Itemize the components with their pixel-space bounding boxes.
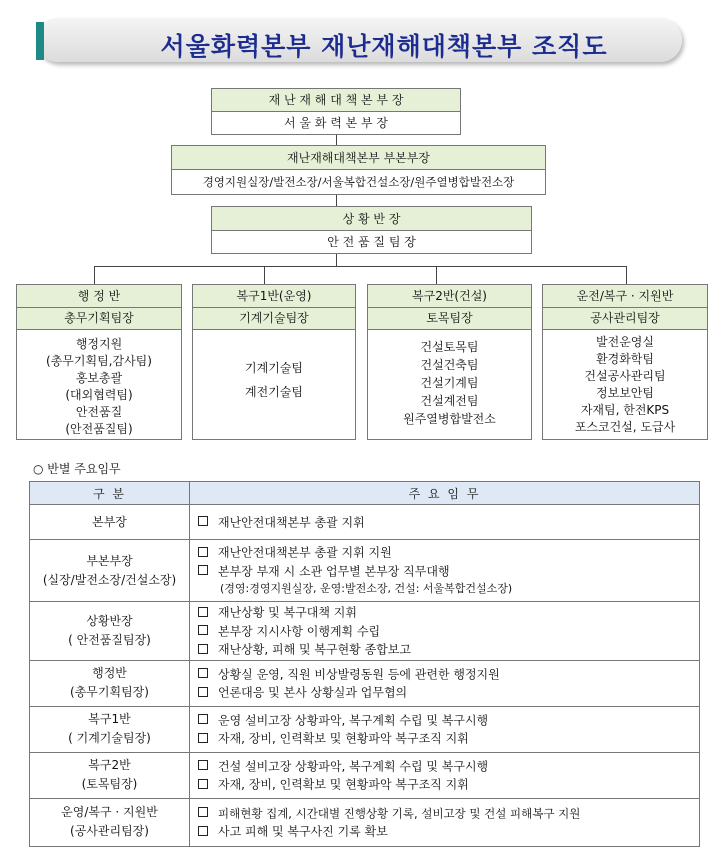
duties-table bbox=[29, 481, 700, 847]
org-situation-name: 안 전 품 질 팀 장 bbox=[327, 235, 416, 249]
checkbox-icon bbox=[198, 547, 208, 557]
task-item: 언론대응 및 본사 상황실과 업무협의 bbox=[198, 683, 698, 702]
team-member: 포스코건설, 도급사 bbox=[574, 420, 676, 434]
checkbox-icon bbox=[198, 516, 208, 526]
team-member: 건설건축팀 bbox=[420, 358, 479, 372]
connector-line bbox=[264, 266, 265, 284]
task-item: 재난상황 및 복구대책 지휘 bbox=[198, 603, 698, 622]
row-category-sub: (총무기획팀장) bbox=[70, 685, 149, 699]
checkbox-icon bbox=[198, 733, 208, 743]
team-member: (안전품질팀) bbox=[65, 422, 133, 436]
row-category: 상황반장 bbox=[86, 613, 133, 628]
checkbox-icon bbox=[198, 826, 208, 836]
team-recovery-2 bbox=[367, 284, 532, 440]
team-leader: 공사관리팀장 bbox=[543, 308, 707, 330]
org-head-title: 재 난 재 해 대 책 본 부 장 bbox=[212, 89, 460, 112]
org-situation-box bbox=[211, 206, 532, 254]
row-category: 부본부장 bbox=[86, 553, 133, 568]
table-row bbox=[30, 505, 700, 540]
connector-line bbox=[626, 266, 627, 284]
org-deputy-title: 재난재해대책본부 부본부장 bbox=[172, 146, 545, 170]
team-member: 홍보총괄 bbox=[75, 371, 123, 385]
checkbox-icon bbox=[198, 760, 208, 770]
team-member: 계전기술팀 bbox=[245, 385, 303, 399]
connector-line bbox=[336, 135, 337, 145]
connector-line bbox=[336, 254, 337, 266]
org-deputy-box bbox=[171, 145, 546, 195]
team-member: 발전운영실 bbox=[596, 335, 654, 349]
team-leader: 토목팀장 bbox=[368, 308, 531, 330]
checkbox-icon bbox=[198, 687, 208, 697]
row-category: 본부장 bbox=[92, 514, 127, 529]
task-item: 피해현황 집계, 시간대별 진행상황 기록, 설비고장 및 건설 피해복구 지원 bbox=[198, 804, 698, 823]
row-category-sub: (공사관리팀장) bbox=[70, 824, 149, 838]
task-item: 본부장 부재 시 소관 업무별 본부장 직무대행 bbox=[198, 562, 698, 581]
task-item: 자재, 장비, 인력확보 및 현황파악 복구조직 지휘 bbox=[198, 729, 698, 748]
task-item: 자재, 장비, 인력확보 및 현황파악 복구조직 지휘 bbox=[198, 775, 698, 794]
task-item: 재난안전대책본부 총괄 지휘 지원 bbox=[198, 543, 698, 562]
team-member: 건설계전팀 bbox=[420, 394, 479, 408]
table-header-row bbox=[30, 482, 700, 505]
table-row bbox=[30, 660, 700, 706]
row-category-sub: (실장/발전소장/건설소장) bbox=[42, 572, 177, 587]
checkbox-icon bbox=[198, 644, 208, 654]
team-member: 정보보안팀 bbox=[596, 386, 654, 400]
task-item: 사고 피해 및 복구사진 기록 확보 bbox=[198, 822, 698, 841]
table-row bbox=[30, 602, 700, 661]
team-title: 복구1반(운영) bbox=[193, 285, 355, 308]
section-label: ○ 반별 주요임무 bbox=[33, 462, 121, 476]
table-row bbox=[30, 706, 700, 752]
checkbox-icon bbox=[198, 714, 208, 724]
checkbox-icon bbox=[198, 779, 208, 789]
task-item: 재난상황, 피해 및 복구현황 종합보고 bbox=[198, 640, 698, 659]
row-category: 행정반 bbox=[92, 666, 127, 680]
team-member: 건설기계팀 bbox=[420, 376, 479, 390]
table-row bbox=[30, 540, 700, 602]
checkbox-icon bbox=[198, 565, 208, 575]
page-title: 서울화력본부 재난재해대책본부 조직도 bbox=[160, 32, 608, 61]
team-member: (대외협력팀) bbox=[65, 388, 133, 402]
task-item: 건설 설비고장 상황파악, 복구계획 수립 및 복구시행 bbox=[198, 757, 698, 776]
team-member: 안전품질 bbox=[75, 405, 123, 419]
team-member: 건설토목팀 bbox=[420, 340, 479, 354]
team-member: 원주열병합발전소 bbox=[403, 412, 496, 426]
team-leader: 기계기술팀장 bbox=[193, 308, 355, 330]
team-title: 복구2반(건설) bbox=[368, 285, 531, 308]
table-row bbox=[30, 752, 700, 798]
task-note: (경영:경영지원실장, 운영:발전소장, 건설: 서울복합건설소장) bbox=[220, 582, 513, 595]
team-member: 행정지원 bbox=[75, 337, 123, 351]
org-situation-title: 상 황 반 장 bbox=[212, 207, 531, 231]
row-category: 운영/복구 · 지원반 bbox=[61, 805, 158, 819]
team-title: 운전/복구 · 지원반 bbox=[543, 285, 707, 308]
connector-line bbox=[436, 266, 437, 284]
team-leader: 총무기획팀장 bbox=[17, 308, 181, 330]
checkbox-icon bbox=[198, 607, 208, 617]
checkbox-icon bbox=[198, 807, 208, 817]
title-banner bbox=[36, 18, 682, 62]
org-head-name: 서 울 화 력 본 부 장 bbox=[283, 116, 389, 130]
task-item: 재난안전대책본부 총괄 지휘 bbox=[198, 513, 698, 532]
team-member: 건설공사관리팀 bbox=[584, 369, 666, 383]
title-accent-bar bbox=[36, 22, 44, 60]
connector-line bbox=[94, 266, 627, 267]
row-category: 복구1반 bbox=[88, 712, 131, 726]
org-head-box bbox=[211, 88, 461, 135]
team-admin bbox=[16, 284, 182, 440]
row-category: 복구2반 bbox=[88, 758, 131, 772]
task-item: 상황실 운영, 직원 비상발령동원 등에 관련한 행정지원 bbox=[198, 665, 698, 684]
team-member: 환경화학팀 bbox=[596, 352, 654, 366]
team-title: 행 정 반 bbox=[17, 285, 181, 308]
team-member: 기계기술팀 bbox=[245, 361, 303, 375]
row-category-sub: ( 안전품질팀장) bbox=[68, 632, 151, 647]
checkbox-icon bbox=[198, 668, 208, 678]
row-category-sub: ( 기계기술팀장) bbox=[68, 731, 151, 745]
team-member: 자재팀, 한전KPS bbox=[580, 403, 670, 417]
team-support bbox=[542, 284, 708, 440]
task-item: 본부장 지시사항 이행계획 수립 bbox=[198, 622, 698, 641]
header-tasks: 주 요 임 무 bbox=[190, 482, 700, 505]
header-category: 구 분 bbox=[30, 482, 190, 505]
connector-line bbox=[94, 266, 95, 284]
team-recovery-1 bbox=[192, 284, 356, 440]
org-deputy-name: 경영지원실장/발전소장/서울복합건설소장/원주열병합발전소장 bbox=[202, 175, 515, 189]
team-member: (총무기획팀,감사팀) bbox=[46, 354, 152, 368]
checkbox-icon bbox=[198, 625, 208, 635]
table-row bbox=[30, 798, 700, 846]
row-category-sub: (토목팀장) bbox=[81, 777, 138, 791]
connector-line bbox=[336, 195, 337, 206]
task-item: 운영 설비고장 상황파악, 복구계획 수립 및 복구시행 bbox=[198, 711, 698, 730]
